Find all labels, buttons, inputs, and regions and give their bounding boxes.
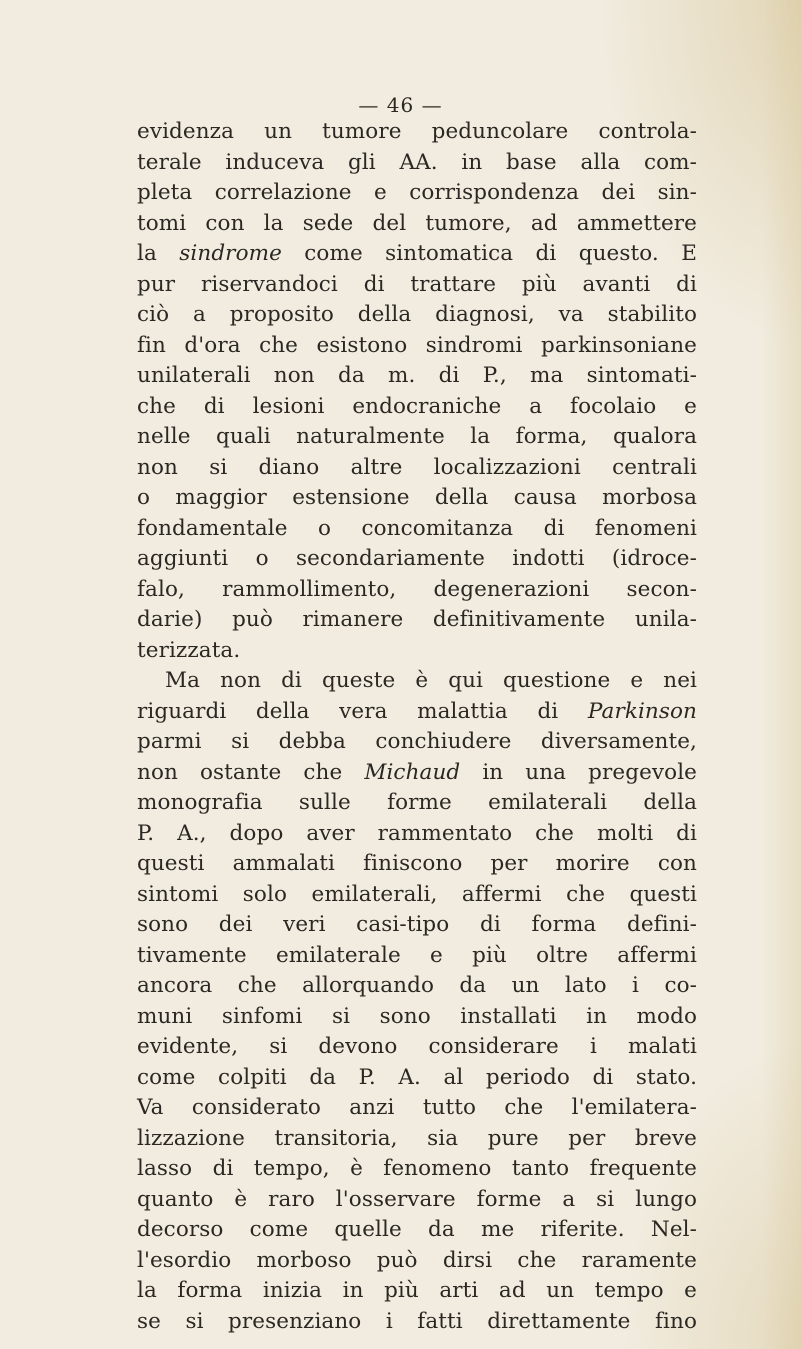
- text-segment: ciò a proposito della diagnosi, va stabilito: [137, 302, 697, 327]
- text-line: [137, 1154, 697, 1185]
- text-segment: questi ammalati finiscono per morire con: [137, 851, 697, 876]
- text-segment: se si presenziano i fatti direttamente fino: [137, 1308, 697, 1334]
- text-segment: riguardi della vera malattia di: [137, 698, 588, 724]
- text-line: [137, 1276, 697, 1307]
- text-segment: lasso di tempo, è fenomeno tanto frequente: [137, 1156, 697, 1181]
- text-segment: pur riservandoci di trattare più avanti di: [137, 271, 697, 297]
- text-segment: l'esordio morboso può dirsi che raramente: [137, 1247, 697, 1273]
- text-line: [137, 880, 697, 911]
- text-line: [137, 178, 697, 209]
- text-segment: evidenza un tumore peduncolare controla-: [137, 119, 697, 144]
- text-line: [137, 971, 697, 1002]
- text-line: [137, 1002, 697, 1033]
- text-line: [137, 758, 697, 789]
- text-segment: decorso come quelle da me riferite. Nel-: [137, 1217, 697, 1242]
- text-line: [137, 910, 697, 941]
- text-line: [137, 941, 697, 972]
- text-segment: la forma inizia in più arti ad un tempo e: [137, 1278, 697, 1303]
- text-segment: nelle quali naturalmente la forma, qualora: [137, 424, 697, 449]
- text-segment: terale induceva gli AA. in base alla com-: [137, 149, 697, 175]
- text-line: [137, 300, 697, 331]
- text-segment: sintomi solo emilaterali, affermi che questi: [137, 881, 697, 907]
- text-segment: pleta correlazione e corrispondenza dei sin-: [137, 180, 697, 205]
- text-segment: non ostante che: [137, 759, 365, 785]
- text-line: [137, 666, 697, 697]
- text-segment: sono dei veri casi-tipo di forma defini-: [137, 912, 697, 937]
- text-line: [137, 1124, 697, 1155]
- text-segment: terizzata.: [137, 637, 241, 663]
- text-segment: evidente, si devono considerare i malati: [137, 1034, 697, 1059]
- page-number: — 46 —: [358, 93, 443, 117]
- text-segment: quanto è raro l'osservare forme a si lungo: [137, 1186, 697, 1212]
- text-line: [137, 453, 697, 484]
- text-segment: aggiunti o secondariamente indotti (idroce-: [137, 546, 697, 571]
- text-segment: parmi si debba conchiudere diversamente,: [137, 729, 697, 754]
- text-segment: tivamente emilaterale e più oltre affermi: [137, 942, 697, 968]
- italic-name: sindrome: [179, 241, 282, 266]
- text-line: [137, 1215, 697, 1246]
- text-line: [137, 727, 697, 758]
- text-line: [137, 209, 697, 240]
- text-line: [137, 697, 697, 728]
- text-segment: o maggior estensione della causa morbosa: [137, 485, 697, 510]
- text-segment: come sintomatica di questo. E: [281, 241, 697, 266]
- text-segment: fin d'ora che esistono sindromi parkinsoniane: [137, 332, 697, 358]
- body-text: [137, 117, 697, 1337]
- text-line: [137, 1307, 697, 1338]
- text-segment: come colpiti da P. A. al periodo di stato.: [137, 1064, 697, 1090]
- text-line: [137, 1093, 697, 1124]
- text-line: [137, 331, 697, 362]
- text-segment: non si diano altre localizzazioni centrali: [137, 454, 697, 480]
- text-segment: ancora che allorquando da un lato i co-: [137, 973, 697, 998]
- text-segment: che di lesioni endocraniche a focolaio e: [137, 393, 697, 419]
- text-line: [137, 239, 697, 270]
- text-line: [137, 1063, 697, 1094]
- text-segment: darie) può rimanere definitivamente unila-: [137, 607, 697, 632]
- text-line: [137, 1185, 697, 1216]
- text-segment: falo, rammollimento, degenerazioni secon-: [137, 576, 697, 602]
- text-line: [137, 514, 697, 545]
- text-segment: la: [137, 241, 180, 266]
- text-segment: fondamentale o concomitanza di fenomeni: [137, 515, 697, 541]
- text-line: [137, 819, 697, 850]
- text-line: [137, 636, 697, 667]
- text-line: [137, 392, 697, 423]
- text-segment: Va considerato anzi tutto che l'emilatera-: [137, 1095, 697, 1120]
- text-segment: monografia sulle forme emilaterali della: [137, 790, 697, 815]
- text-line: [137, 117, 697, 148]
- text-line: [137, 849, 697, 880]
- text-line: [137, 1246, 697, 1277]
- italic-name: Parkinson: [587, 698, 697, 724]
- text-segment: in una pregevole: [460, 759, 697, 785]
- text-line: [137, 361, 697, 392]
- text-line: [137, 788, 697, 819]
- text-line: [137, 148, 697, 179]
- text-segment: lizzazione transitoria, sia pure per breve: [137, 1125, 697, 1151]
- text-segment: unilaterali non da m. di P., ma sintomati-: [137, 363, 697, 388]
- text-segment: P. A., dopo aver rammentato che molti di: [137, 820, 697, 846]
- text-line: [137, 605, 697, 636]
- text-line: [137, 270, 697, 301]
- text-line: [137, 1032, 697, 1063]
- text-line: [137, 544, 697, 575]
- text-segment: tomi con la sede del tumore, ad ammettere: [137, 210, 697, 236]
- text-line: [137, 422, 697, 453]
- text-line: [137, 483, 697, 514]
- text-segment: muni sinfomi si sono installati in modo: [137, 1003, 697, 1029]
- italic-name: Michaud: [364, 759, 461, 785]
- text-line: [137, 575, 697, 606]
- text-segment: Ma non di queste è qui questione e nei: [165, 668, 697, 693]
